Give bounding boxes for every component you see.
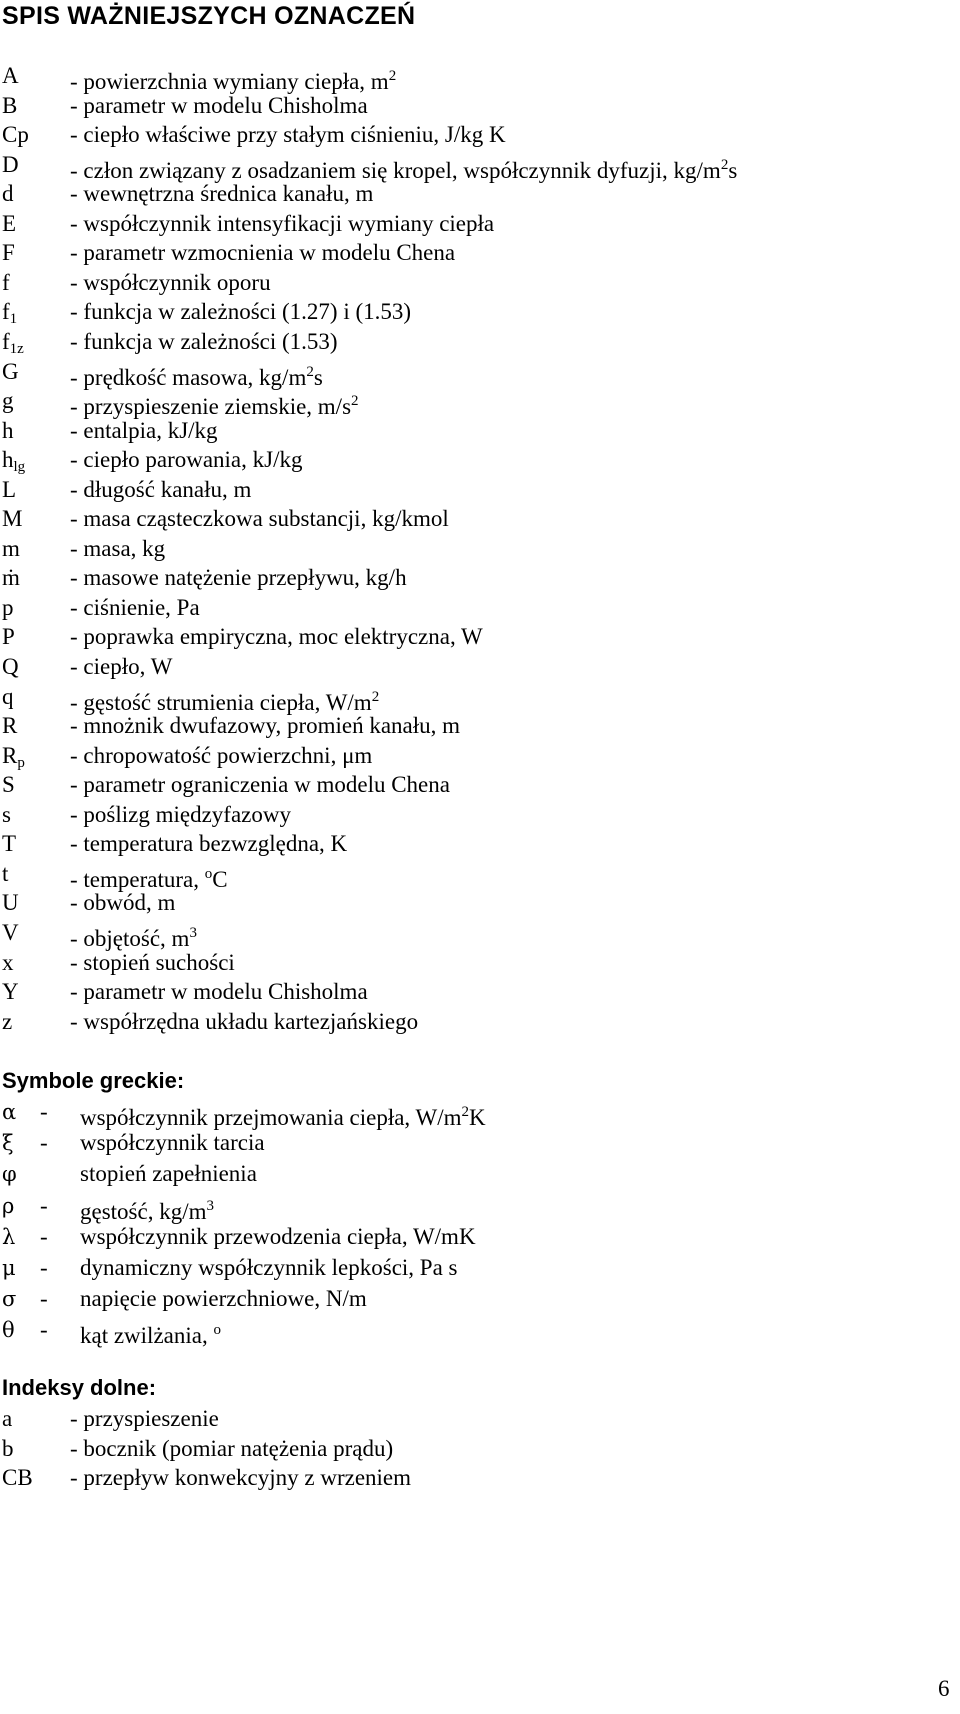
symbol-description [70,740,372,772]
symbol-letter: E [2,210,17,236]
symbol-description [70,503,449,535]
description-text: - obwód, m [70,890,176,916]
description-text: dynamiczny współczynnik lepkości, Pa s [80,1255,458,1280]
symbol-letter: ṁ [2,565,20,591]
symbol [2,267,10,299]
description-text: - współczynnik oporu [70,269,271,295]
symbol-description [70,799,291,831]
description-superscript: 2 [461,1104,470,1120]
symbol-subscript: lg [13,459,26,476]
greek-dash: - [40,1099,48,1124]
symbol-description [70,651,172,683]
description-text: - gęstość strumienia ciepła, W/m [70,689,372,715]
description-tail: C [212,866,228,892]
symbol-letter: f [2,269,10,295]
symbol [2,415,14,447]
symbol-letter: T [2,831,17,857]
subscript-symbol: CB [2,1465,33,1490]
description-superscript: 2 [388,68,397,84]
greek-symbol: ξ [2,1131,14,1156]
symbol [2,828,16,860]
symbol-letter: A [2,63,19,88]
symbol-description [70,119,506,151]
page-title: SPIS WAŻNIEJSZYCH OZNACZEŃ [2,2,416,30]
greek-dash: - [40,1317,48,1343]
subscript-description: - przepływ konwekcyjny z wrzeniem [70,1465,412,1490]
symbol-description [70,296,411,328]
symbol-description [70,533,165,565]
symbol [2,474,16,506]
description-superscript: o [204,865,213,882]
symbol-description [70,90,368,122]
description-text: współczynnik tarcia [80,1130,265,1156]
description-text: - wewnętrzna średnica kanału, m [70,181,374,207]
description-text: gęstość, kg/m [80,1198,207,1224]
subscript-symbol: a [2,1406,13,1431]
symbol-letter: R [2,713,18,739]
subscript-description: - bocznik (pomiar natężenia prądu) [70,1435,394,1461]
greek-symbols-heading: Symbole greckie: [2,1068,185,1093]
symbol-description [70,326,338,358]
symbol-letter: h [2,447,14,473]
greek-symbol: ρ [2,1193,15,1218]
greek-dash: - [40,1130,48,1156]
description-text: - ciepło właściwe przy stałym ciśnieniu, J/kg K [70,122,506,148]
symbol [2,799,11,831]
symbol-letter: z [2,1008,13,1034]
description-text: - chropowatość powierzchni, μm [70,742,373,768]
description-text: - ciepło parowania, kJ/kg [70,447,303,473]
description-text: - człon związany z osadzaniem się kropel, współczynnik dyfuzji, kg/m [70,157,721,183]
subscript-symbol: b [2,1435,14,1461]
greek-dash: - [40,1255,48,1280]
symbol [2,1006,12,1038]
page-number: 6 [938,1676,950,1701]
symbol-letter: V [2,919,19,945]
symbol [2,769,15,801]
greek-description [80,1221,476,1253]
description-text: - masowe natężenie przepływu, kg/h [70,565,407,591]
description-text: - ciepło, W [70,654,173,679]
symbol-description [70,828,347,860]
greek-dash: - [40,1286,48,1312]
description-text: - poprawka empiryczna, moc elektryczna, W [70,624,483,650]
description-tail: s [313,364,323,390]
symbol-letter: g [2,388,14,414]
greek-dash: - [40,1223,48,1249]
greek-dash: - [40,1192,48,1218]
description-superscript: 2 [306,363,314,380]
symbol [2,681,14,713]
description-text: współczynnik przewodzenia ciepła, W/mK [80,1223,476,1249]
description-text: - parametr wzmocnienia w modelu Chena [70,240,456,266]
symbol-description [70,474,251,506]
greek-symbol: θ [2,1318,15,1343]
description-text: - ciśnienie, Pa [70,594,200,620]
symbol-letter: Y [2,979,19,1005]
symbol [2,119,29,151]
description-text: - stopień suchości [70,949,235,975]
description-text: - powierzchnia wymiany ciepła, m [70,69,389,94]
symbol-letter: Cp [2,122,29,148]
description-text: - masa, kg [70,535,166,561]
symbol-description [70,178,373,210]
symbol-letter: q [2,683,14,709]
symbol [2,178,14,210]
greek-description [80,1283,367,1315]
symbol-subscript: 1z [9,340,24,357]
symbol-description [70,621,483,653]
symbol-letter: f [2,299,10,325]
description-text: - długość kanału, m [70,476,252,502]
symbol [2,237,15,269]
greek-description [80,1252,458,1284]
symbol [2,385,14,417]
symbol [2,562,20,594]
symbol-description [70,562,407,594]
description-text: kąt zwilżania, [80,1323,214,1349]
symbol-description [70,208,494,240]
symbol-letter: m [2,535,20,561]
greek-symbol: μ [2,1256,16,1280]
symbol-letter: P [2,624,15,650]
symbol-letter: D [2,151,19,177]
symbol-subscript: 1 [9,311,18,328]
symbol-letter: B [2,92,18,118]
symbol [2,90,17,122]
greek-symbol: α [2,1100,17,1124]
greek-symbol: σ [2,1287,17,1312]
description-text: - mnożnik dwufazowy, promień kanału, m [70,713,461,739]
description-superscript: 2 [720,156,729,173]
description-text: - parametr ograniczenia w modelu Chena [70,772,450,798]
symbol-description [70,710,460,742]
symbol-letter: s [2,801,11,827]
description-text: stopień zapełnienia [80,1161,257,1187]
symbol [2,60,19,92]
description-text: - współczynnik intensyfikacji wymiany ciepła [70,210,495,236]
description-superscript: 3 [206,1197,214,1214]
symbol [2,947,14,979]
description-text: - masa cząsteczkowa substancji, kg/kmol [70,506,449,532]
description-text: - parametr w modelu Chisholma [70,92,368,118]
description-text: - przyspieszenie ziemskie, m/s [70,394,352,420]
description-text: - funkcja w zależności (1.27) i (1.53) [70,299,412,325]
symbol [2,503,22,535]
greek-description [80,1127,265,1159]
symbol-subscript: p [17,754,25,771]
description-text: - objętość, m [70,925,190,951]
greek-symbol: φ [2,1162,17,1187]
symbol-description [70,444,302,476]
greek-description [80,1314,221,1352]
description-text: - poślizg międzyfazowy [70,801,291,827]
description-text: współczynnik przejmowania ciepła, W/m [80,1105,462,1130]
symbol-letter: L [2,476,17,502]
symbol [2,149,19,181]
description-superscript: 2 [371,688,380,705]
symbol-description [70,976,368,1008]
symbol [2,651,19,683]
symbol-letter: p [2,594,14,620]
symbol [2,710,17,742]
symbol-letter: d [2,181,14,207]
symbol [2,887,19,919]
description-text: - prędkość masowa, kg/m [70,364,307,390]
symbol-letter: f [2,328,10,354]
description-text: - współrzędna układu kartezjańskiego [70,1008,419,1034]
description-text: - funkcja w zależności (1.53) [70,328,338,354]
symbol-description [70,415,218,447]
description-text: - temperatura, [70,866,205,892]
symbol [2,356,19,388]
symbol-description [70,947,235,979]
symbol-letter: F [2,240,15,266]
description-superscript: o [213,1322,221,1339]
symbol-letter: h [2,417,14,443]
symbol-description [70,267,271,299]
symbol [2,208,16,240]
subscripts-heading: Indeksy dolne: [2,1375,157,1400]
symbol [2,621,15,653]
symbol [2,592,14,624]
description-text: - entalpia, kJ/kg [70,417,218,443]
description-superscript: 2 [351,393,359,410]
symbol-letter: U [2,890,19,916]
description-tail: K [469,1105,486,1130]
description-text: - temperatura bezwzględna, K [70,831,348,857]
symbol-letter: Q [2,654,19,679]
symbol-letter: G [2,358,19,384]
symbol-description [70,237,455,269]
symbol-description [70,769,450,801]
greek-description [80,1158,257,1190]
symbol-letter: R [2,742,18,768]
description-text: - parametr w modelu Chisholma [70,979,368,1005]
subscript-description: - przyspieszenie [70,1406,219,1431]
symbol [2,917,19,949]
symbol-description [70,592,200,624]
greek-symbol: λ [2,1224,16,1249]
symbol-letter: S [2,772,15,798]
symbol-letter: x [2,949,14,975]
description-tail: s [728,157,738,183]
description-text: napięcie powierzchniowe, N/m [80,1286,367,1312]
symbol-letter: t [2,860,9,886]
symbol-description [70,1006,418,1038]
symbol [2,858,8,890]
symbol-letter: M [2,506,23,532]
symbol-description [70,887,175,919]
symbol [2,976,19,1008]
description-superscript: 3 [189,924,197,941]
symbol [2,533,20,565]
